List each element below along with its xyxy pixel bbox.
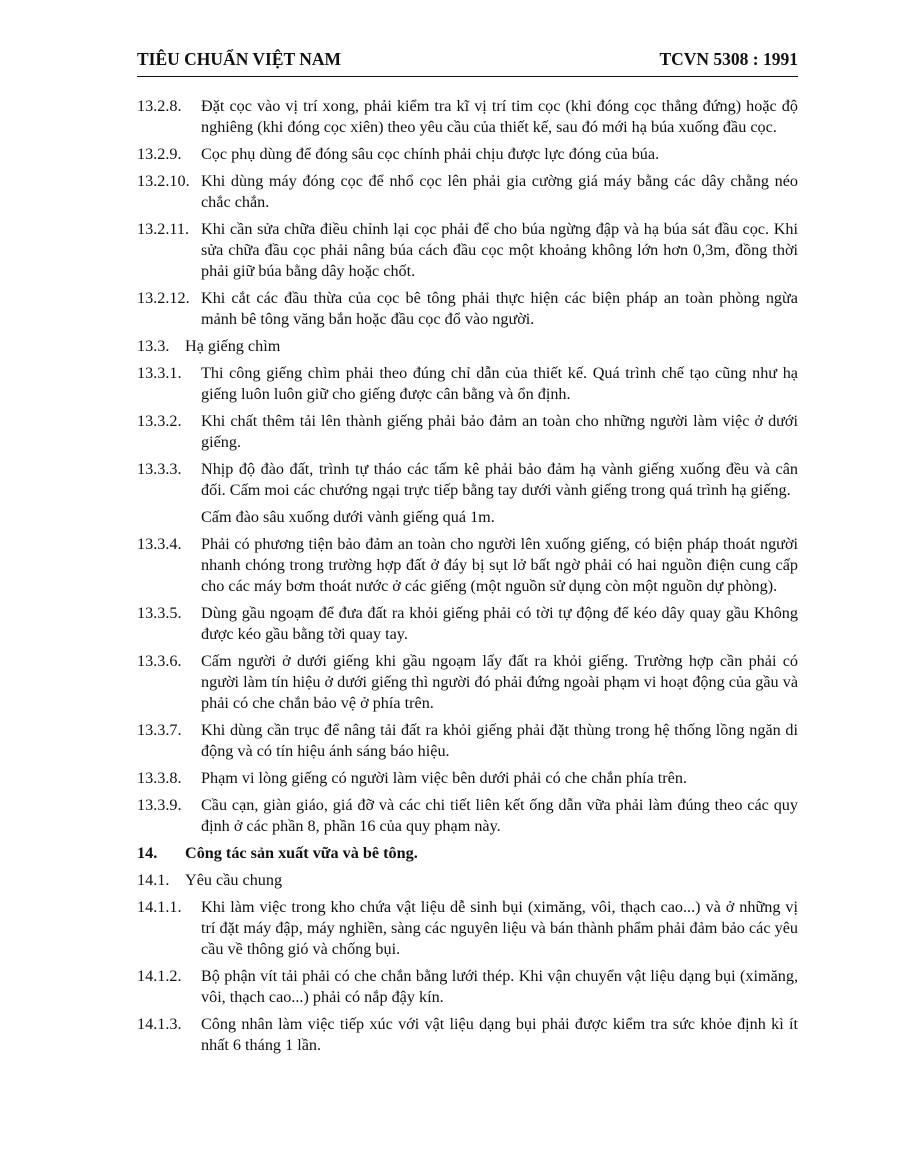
clause-13-2-9 bbox=[137, 144, 798, 165]
clause-text: Khi dùng cần trục để nâng tải đất ra khỏi giếng phải đặt thùng trong hệ thống lồng ngăn di động và có tín hiệu ánh sáng báo hiệu. bbox=[201, 721, 798, 760]
clause-14-1-3 bbox=[137, 1014, 798, 1056]
clause-14-1-1 bbox=[137, 897, 798, 960]
clause-text: Phải có phương tiện bảo đảm an toàn cho người lên xuống giếng, có biện pháp thoát người nhanh chóng trong trường hợp đất ở đáy bị sụt lở bất ngờ phải có hai nguồn điện cung cấp cho các máy bơm thoát nước ở các giếng (một nguồn sử dụng còn một nguồn dự phòng). bbox=[201, 535, 798, 595]
clause-text: Khi dùng máy đóng cọc để nhổ cọc lên phải gia cường giá máy bằng các dây chằng néo chắc chắn. bbox=[201, 172, 798, 211]
clause-13-3-9 bbox=[137, 795, 798, 837]
section-title: Công tác sản xuất vữa và bê tông. bbox=[185, 844, 418, 862]
clause-number: 13.3.2. bbox=[137, 412, 182, 430]
clause-text: Khi cắt các đầu thừa của cọc bê tông phải thực hiện các biện pháp an toàn phòng ngừa mảnh bê tông văng bắn hoặc đầu cọc đổ vào người. bbox=[201, 289, 798, 328]
header-title: TIÊU CHUẨN VIỆT NAM bbox=[137, 49, 342, 69]
clause-number: 13.3.1. bbox=[137, 364, 182, 382]
section-number: 13.3. bbox=[137, 337, 170, 355]
clause-number: 13.2.11. bbox=[137, 220, 190, 238]
clause-text: Công nhân làm việc tiếp xúc với vật liệu dạng bụi phải được kiểm tra sức khỏe định kì ít nhất 6 tháng 1 lần. bbox=[201, 1015, 798, 1054]
clause-number: 13.2.9. bbox=[137, 145, 182, 163]
header-standard-code: TCVN 5308 : 1991 bbox=[659, 49, 798, 69]
clause-number: 13.3.3. bbox=[137, 460, 182, 478]
clause-number: 14.1.1. bbox=[137, 898, 182, 916]
clause-text: Cọc phụ dùng để đóng sâu cọc chính phải chịu được lực đóng của búa. bbox=[201, 145, 660, 163]
clause-number: 13.2.12. bbox=[137, 289, 190, 307]
clause-text: Cấm người ở dưới giếng khi gầu ngoạm lấy đất ra khỏi giếng. Trường hợp cần phải có người làm tín hiệu ở dưới giếng thì người đó phải đứng ngoài phạm vi hoạt động của gầu và phải có che chắn bảo vệ ở phía trên. bbox=[201, 652, 798, 712]
clause-number: 13.3.6. bbox=[137, 652, 182, 670]
clause-number: 13.3.9. bbox=[137, 796, 182, 814]
section-title: Yêu cầu chung bbox=[185, 871, 283, 889]
clause-text: Bộ phận vít tải phải có che chắn bằng lưới thép. Khi vận chuyển vật liệu dạng bụi (ximăng, vôi, thạch cao...) phải có nắp đậy kín. bbox=[201, 967, 798, 1006]
clause-text: Khi làm việc trong kho chứa vật liệu dễ sinh bụi (ximăng, vôi, thạch cao...) và ở những vị trí đặt máy đập, máy nghiền, sàng các nguyên liệu và bán thành phẩm phải đảm bảo các yêu cầu về thông gió và chống bụi. bbox=[201, 898, 798, 958]
clause-number: 14.1.2. bbox=[137, 967, 182, 985]
clause-number: 13.2.10. bbox=[137, 172, 190, 190]
clause-13-2-11 bbox=[137, 219, 798, 282]
clause-number: 13.3.7. bbox=[137, 721, 182, 739]
clause-text: Cầu cạn, giàn giáo, giá đỡ và các chi tiết liên kết ống dẫn vữa phải làm đúng theo các quy định ở các phần 8, phần 16 của quy phạm này. bbox=[201, 796, 798, 835]
clause-number: 14.1.3. bbox=[137, 1015, 182, 1033]
clause-13-3-1 bbox=[137, 363, 798, 405]
clause-13-3-5 bbox=[137, 603, 798, 645]
section-title: Hạ giếng chìm bbox=[185, 337, 281, 355]
clause-13-3-8 bbox=[137, 768, 798, 789]
clause-13-3-3 bbox=[137, 459, 798, 501]
clause-13-2-10 bbox=[137, 171, 798, 213]
page-header bbox=[137, 46, 798, 74]
clause-text: Khi cần sửa chữa điều chỉnh lại cọc phải để cho búa ngừng đập và hạ búa sát đầu cọc. Khi sửa chữa đầu cọc phải nâng búa cách đầu cọc một khoảng không lớn hơn 0,3m, đồng thời phải giữ búa bằng dây hoặc chốt. bbox=[201, 220, 798, 280]
clause-text: Phạm vi lòng giếng có người làm việc bên dưới phải có che chắn phía trên. bbox=[201, 769, 687, 787]
clause-number: 13.2.8. bbox=[137, 97, 182, 115]
clause-text: Thi công giếng chìm phải theo đúng chỉ dẫn của thiết kế. Quá trình chế tạo cũng như hạ giếng luôn luôn giữ cho giếng được cân bằng và ổn định. bbox=[201, 364, 798, 403]
section-heading-14 bbox=[137, 843, 798, 864]
document-body bbox=[137, 96, 798, 1062]
section-number: 14. bbox=[137, 844, 158, 862]
clause-13-3-3-continuation: Cấm đào sâu xuống dưới vành giếng quá 1m. bbox=[201, 508, 495, 526]
clause-13-2-8 bbox=[137, 96, 798, 138]
clause-text: Đặt cọc vào vị trí xong, phải kiểm tra kĩ vị trí tim cọc (khi đóng cọc thẳng đứng) hoặc độ nghiêng (khi đóng cọc xiên) theo yêu cầu của thiết kế, sau đó mới hạ búa xuống đầu cọc. bbox=[201, 97, 798, 136]
clause-number: 13.3.8. bbox=[137, 769, 182, 787]
clause-13-3-4 bbox=[137, 534, 798, 597]
section-heading-14-1 bbox=[137, 870, 798, 891]
clause-number: 13.3.4. bbox=[137, 535, 182, 553]
clause-13-2-12 bbox=[137, 288, 798, 330]
clause-text: Dùng gầu ngoạm để đưa đất ra khỏi giếng phải có tời tự động để kéo dây quay gầu Không được kéo gầu bằng tời quay tay. bbox=[201, 604, 798, 643]
clause-13-3-6 bbox=[137, 651, 798, 714]
clause-text: Khi chất thêm tải lên thành giếng phải bảo đảm an toàn cho những người làm việc ở dưới giếng. bbox=[201, 412, 798, 451]
header-rule bbox=[137, 76, 798, 77]
clause-13-3-2 bbox=[137, 411, 798, 453]
section-heading-13-3 bbox=[137, 336, 798, 357]
clause-number: 13.3.5. bbox=[137, 604, 182, 622]
section-number: 14.1. bbox=[137, 871, 170, 889]
clause-text: Nhịp độ đào đất, trình tự tháo các tấm kê phải bảo đảm hạ vành giếng xuống đều và cân đối. Cấm moi các chướng ngại trực tiếp bằng tay dưới vành giếng trong quá trình hạ giếng. bbox=[201, 460, 798, 499]
clause-13-3-7 bbox=[137, 720, 798, 762]
clause-14-1-2 bbox=[137, 966, 798, 1008]
